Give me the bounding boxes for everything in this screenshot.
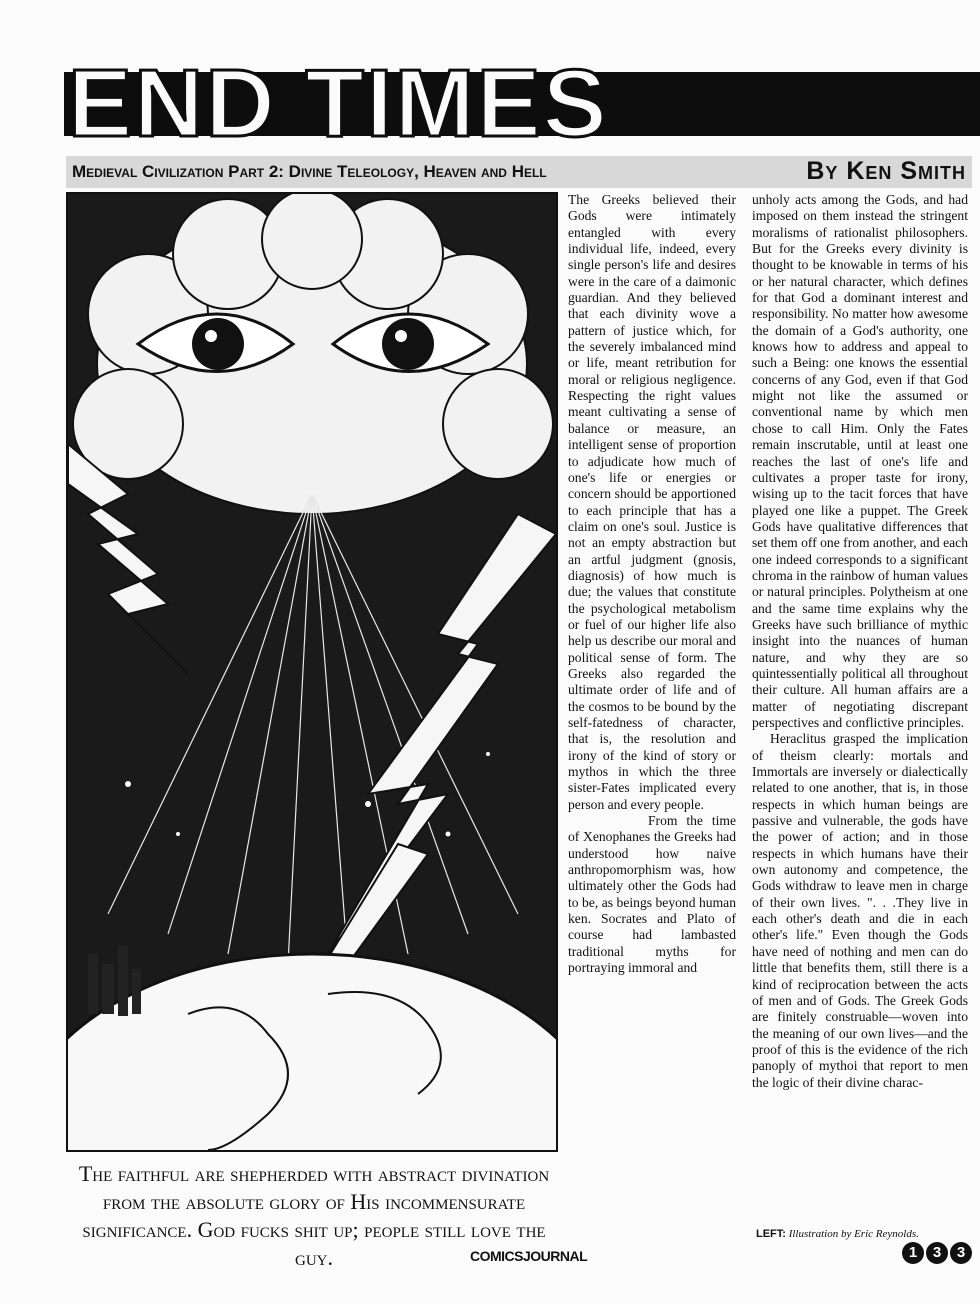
article-subtitle: Medieval Civilization Part 2: Divine Teleology, Heaven and Hell bbox=[72, 162, 547, 181]
credit-text: Illustration by Eric Reynolds. bbox=[788, 1228, 919, 1240]
article-column-1 bbox=[568, 192, 736, 977]
subhead-bar bbox=[66, 156, 972, 188]
paragraph: Heraclitus grasped the implication of theism clearly: mortals and Immortals are inversely or dialectically related to one another, that is, in those respects in which human beings are passive and vulnerable, the gods have the power of action; and in those respects in which humans have their own autonomy and competence, the Gods withdraw to leave men in charge of their own lives. ". . .They live in each other's death and die in each other's life." Even though the Gods have need of nothing and men can do little that benefits them, still there is a kind of reciprocation between the acts of men and of Gods. The Greek Gods are finitely construable—woven into the meaning of our own lives—and the proof of this is the evidence of the rich panoply of mythoi that report to men the logic of their divine charac- bbox=[752, 731, 968, 1090]
illustration bbox=[66, 192, 558, 1152]
illustration-credit bbox=[756, 1228, 919, 1240]
page-digit: 1 bbox=[902, 1242, 924, 1264]
page-digit: 3 bbox=[926, 1242, 948, 1264]
title-banner bbox=[64, 62, 980, 146]
article-column-2 bbox=[752, 192, 968, 1091]
byline: By Ken Smith bbox=[806, 157, 966, 185]
illustration-artwork bbox=[68, 194, 556, 1150]
paragraph: From the time of Xenophanes the Greeks had understood how naive anthropomorphism was, how ultimately other the Gods had to be, as beings beyond human ken. Socrates and Plato of course had lambasted traditional myths for portraying immoral and bbox=[568, 813, 736, 976]
comics-journal-logo: COMICSJOURNAL bbox=[470, 1248, 588, 1264]
page-title: END TIMES bbox=[68, 62, 609, 146]
paragraph: unholy acts among the Gods, and had imposed on them instead the stringent moralisms of rationalist philosophers. But for the Greeks every divinity is thought to be knowable in terms of his or her natural character, which defines for that God a dominant interest and responsibility. No matter how awesome the domain of a God's authority, one knows how to address and appeal to such a Being: one knows the essential concerns of any God, even if that God might not like the assumed or conventional name by which men chose to call Him. Only the Fates remain inscrutable, until at least one reaches the last of one's life and cultivates a proper taste for irony, wising up to the tacit forces that have played one like a puppet. The Greek Gods have qualitative differences that set them off one from another, and each one indeed corresponds to a significant chroma in the rainbow of human values or natural principles. Polytheism at one and the same time explains why the Greeks have such brilliance of mythic insight into the nuances of human nature, and why they are so quintessentially political all throughout their culture. All human affairs are a matter of negotiating discrepant perspectives and conflictive principles. bbox=[752, 192, 968, 730]
paragraph: The Greeks believed their Gods were intimately entangled with every individual life, indeed, every single person's life and desires were in the care of a daimonic guardian. And they believed that each divinity wove a pattern of justice which, for the severely imbalanced mind or life, meant retribution for moral or religious negligence. Respecting the right values meant cultivating a sense of balance or measure, an intelligent sense of proportion to adjudicate how much of one's life or energies or concern should be apportioned to each principle that has a claim on one's soul. Justice is not an empty abstraction but an artful judgment (gnosis, diagnosis) of how much is due; the values that constitute the psychological metabolism or fuel of our higher life also help us describe our moral and political sense of form. The Greeks also regarded the ultimate order of life and of the cosmos to be bound by the self-fatedness of character, that is, the resolution and irony of the kind of story or mythos in which the three sister-Fates implicated every person and every people. bbox=[568, 192, 736, 812]
page-number bbox=[902, 1242, 972, 1264]
credit-label: LEFT: bbox=[756, 1228, 786, 1240]
page-digit: 3 bbox=[950, 1242, 972, 1264]
illustration-caption: The faithful are shepherded with abstract divination from the absolute glory of His incommensurate significance. God fucks shit up; people still love the guy. bbox=[78, 1161, 550, 1270]
